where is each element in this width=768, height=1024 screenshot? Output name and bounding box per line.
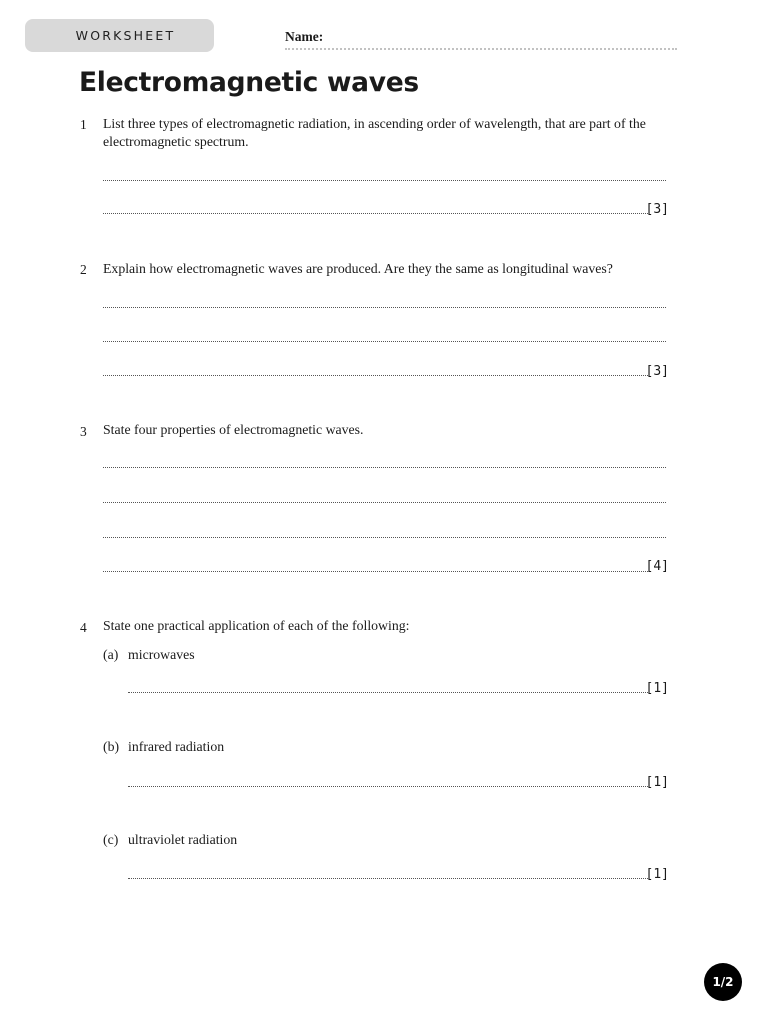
answer-line[interactable] <box>103 341 666 342</box>
question-3-text: State four properties of electromagnetic waves. <box>103 422 364 437</box>
question-4-text: State one practical application of each of the following: <box>103 618 410 633</box>
question-3-marks: [4] <box>645 559 669 574</box>
part-b-text: infrared radiation <box>128 739 225 754</box>
question-4-number: 4 <box>80 620 87 635</box>
answer-line[interactable] <box>103 571 648 572</box>
page-number-badge: 1/2 <box>704 963 742 1001</box>
answer-line[interactable] <box>128 878 648 879</box>
part-c-marks: [1] <box>645 867 669 882</box>
question-1-number: 1 <box>80 117 87 132</box>
answer-line[interactable] <box>128 786 648 787</box>
part-a-marks: [1] <box>645 681 669 696</box>
answer-line[interactable] <box>103 180 666 181</box>
answer-line[interactable] <box>103 537 666 538</box>
name-label: Name: <box>285 29 324 44</box>
question-3-number: 3 <box>80 424 87 439</box>
answer-line[interactable] <box>128 692 648 693</box>
question-1-marks: [3] <box>645 202 669 217</box>
page-title: Electromagnetic waves <box>79 67 419 98</box>
answer-line[interactable] <box>103 467 666 468</box>
part-a-text: microwaves <box>128 647 195 662</box>
question-2-number: 2 <box>80 262 87 277</box>
answer-line[interactable] <box>103 375 648 376</box>
worksheet-tab: WORKSHEET <box>25 19 214 52</box>
answer-line[interactable] <box>103 502 666 503</box>
part-c-text: ultraviolet radiation <box>128 832 238 847</box>
part-a-letter: (a) <box>103 647 119 662</box>
answer-line[interactable] <box>103 307 666 308</box>
question-1-text: List three types of electromagnetic radiation, in ascending order of wavelength, that are part of the electromagnetic spectrum. <box>103 116 646 149</box>
question-2-marks: [3] <box>645 364 669 379</box>
part-b-marks: [1] <box>645 775 669 790</box>
part-c-letter: (c) <box>103 832 119 847</box>
name-field[interactable] <box>285 48 677 50</box>
answer-line[interactable] <box>103 213 648 214</box>
question-2-text: Explain how electromagnetic waves are produced. Are they the same as longitudinal waves? <box>103 261 613 276</box>
part-b-letter: (b) <box>103 739 120 754</box>
